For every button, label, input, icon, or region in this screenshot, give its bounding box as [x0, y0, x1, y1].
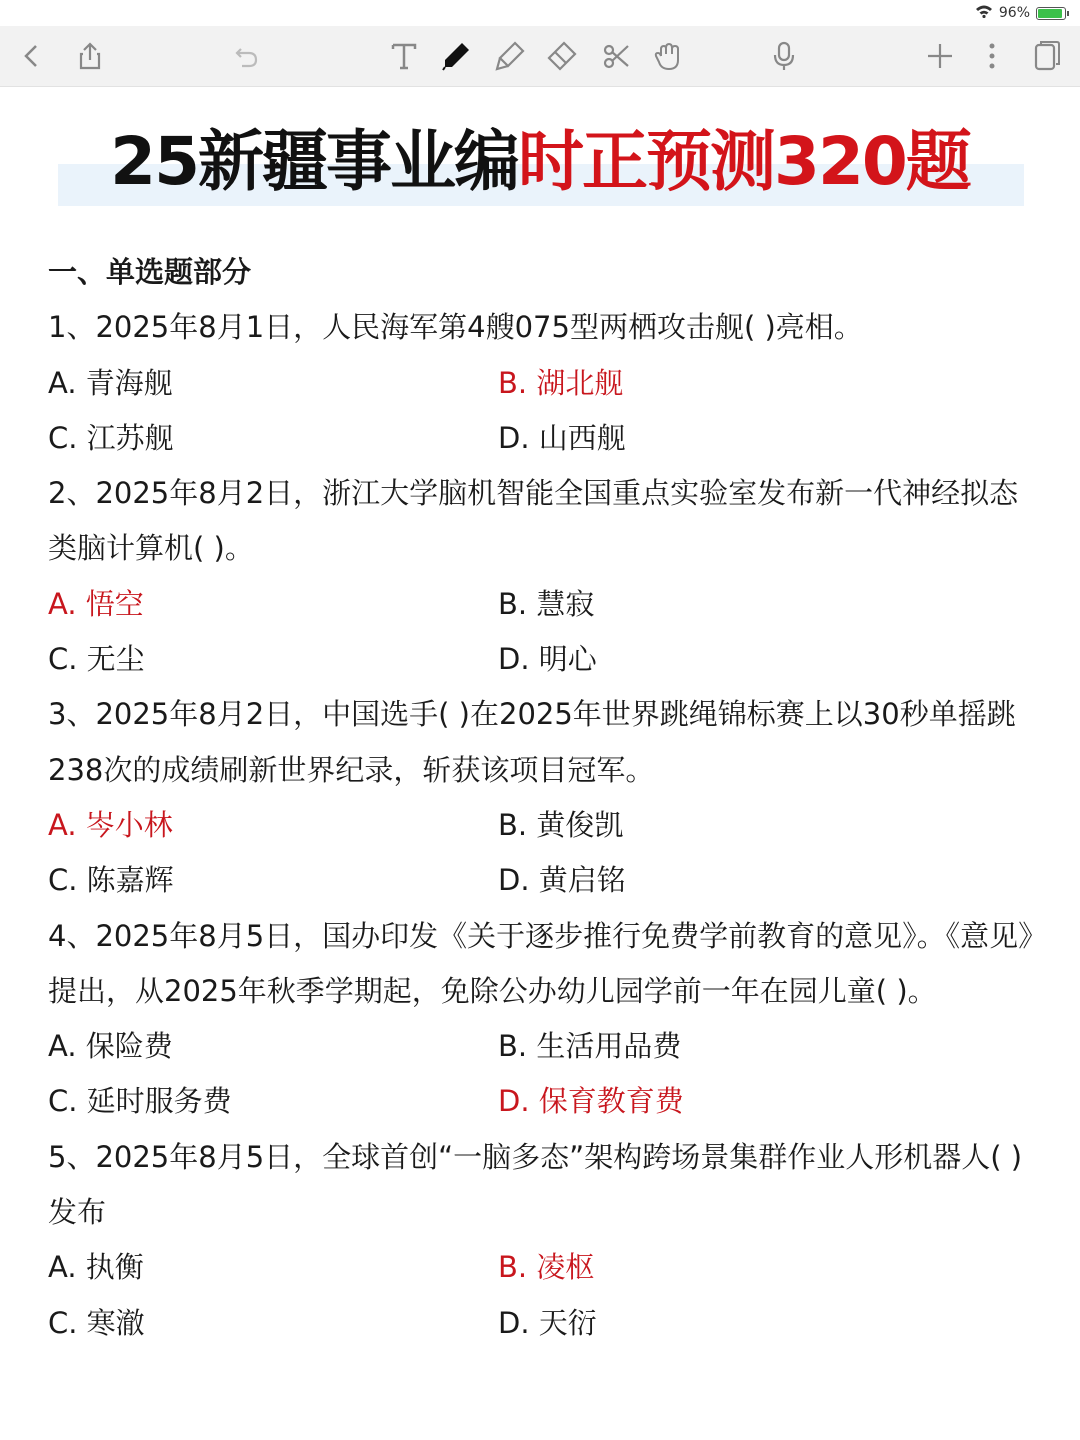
- title-red-part: 时正预测320题: [518, 123, 970, 200]
- highlighter-icon[interactable]: [492, 38, 528, 74]
- question-block: [48, 687, 1038, 908]
- text-icon[interactable]: [386, 38, 422, 74]
- option: A. 执衡: [48, 1250, 144, 1285]
- document-content: [48, 245, 1038, 1351]
- option: B. 黄俊凯: [498, 807, 624, 842]
- eraser-icon[interactable]: [544, 38, 580, 74]
- option: C. 延时服务费: [48, 1084, 232, 1119]
- option: D. 明心: [498, 642, 597, 677]
- answer-option: D. 保育教育费: [498, 1084, 684, 1119]
- share-icon[interactable]: [72, 38, 108, 74]
- mic-icon[interactable]: [766, 38, 802, 74]
- question-block: [48, 1130, 1038, 1351]
- wifi-icon: [975, 4, 993, 22]
- question-text: 4、2025年8月5日，国办印发《关于逐步推行免费学前教育的意见》。《意见》提出，从2025年秋季学期起，免除公办幼儿园学前一年在园儿童( )。: [48, 918, 1033, 1008]
- answer-option: B. 湖北舰: [498, 365, 624, 400]
- question-block: [48, 466, 1038, 687]
- status-bar: [975, 0, 1066, 26]
- option: B. 慧寂: [498, 586, 595, 621]
- answer-option: B. 凌枢: [498, 1250, 595, 1285]
- hand-icon[interactable]: [650, 38, 686, 74]
- more-icon[interactable]: [974, 38, 1010, 74]
- section-title: 一、单选题部分: [48, 255, 252, 289]
- undo-icon[interactable]: [228, 38, 264, 74]
- battery-icon: [1036, 7, 1066, 20]
- document-title-area: [0, 112, 1080, 212]
- option: D. 黄启铭: [498, 863, 626, 898]
- pages-icon[interactable]: [1028, 38, 1064, 74]
- option-grid: [48, 577, 1038, 688]
- option: D. 山西舰: [498, 420, 626, 455]
- option-grid: [48, 1240, 1038, 1351]
- title-black-part: 25新疆事业编: [110, 123, 519, 200]
- question-text: 2、2025年8月2日，浙江大学脑机智能全国重点实验室发布新一代神经拟态类脑计算机( )。: [48, 476, 1019, 566]
- question-text: 1、2025年8月1日，人民海军第4艘075型两栖攻击舰( )亮相。: [48, 310, 863, 345]
- option: A. 保险费: [48, 1029, 173, 1064]
- option-grid: [48, 356, 1038, 467]
- question-text: 3、2025年8月2日，中国选手( )在2025年世界跳绳锦标赛上以30秒单摇跳238次的成绩刷新世界纪录，斩获该项目冠军。: [48, 697, 1016, 787]
- option: C. 寒澈: [48, 1305, 145, 1340]
- answer-option: A. 悟空: [48, 586, 144, 621]
- option: D. 天衍: [498, 1305, 597, 1340]
- option-grid: [48, 798, 1038, 909]
- answer-option: A. 岑小林: [48, 807, 173, 842]
- battery-percent: 96%: [998, 5, 1030, 21]
- lasso-icon[interactable]: [598, 38, 634, 74]
- option: B. 生活用品费: [498, 1029, 682, 1064]
- toolbar: [0, 26, 1080, 87]
- option: C. 无尘: [48, 642, 145, 677]
- back-icon[interactable]: [14, 38, 50, 74]
- question-block: [48, 300, 1038, 466]
- option: A. 青海舰: [48, 365, 173, 400]
- document-title: [0, 112, 1080, 212]
- pen-icon[interactable]: [438, 38, 474, 74]
- question-text: 5、2025年8月5日，全球首创“一脑多态”架构跨场景集群作业人形机器人( )发布: [48, 1139, 1023, 1230]
- question-list: [48, 300, 1038, 1351]
- option: C. 江苏舰: [48, 420, 174, 455]
- option-grid: [48, 1019, 1038, 1130]
- add-icon[interactable]: [922, 38, 958, 74]
- question-block: [48, 909, 1038, 1130]
- option: C. 陈嘉辉: [48, 863, 174, 898]
